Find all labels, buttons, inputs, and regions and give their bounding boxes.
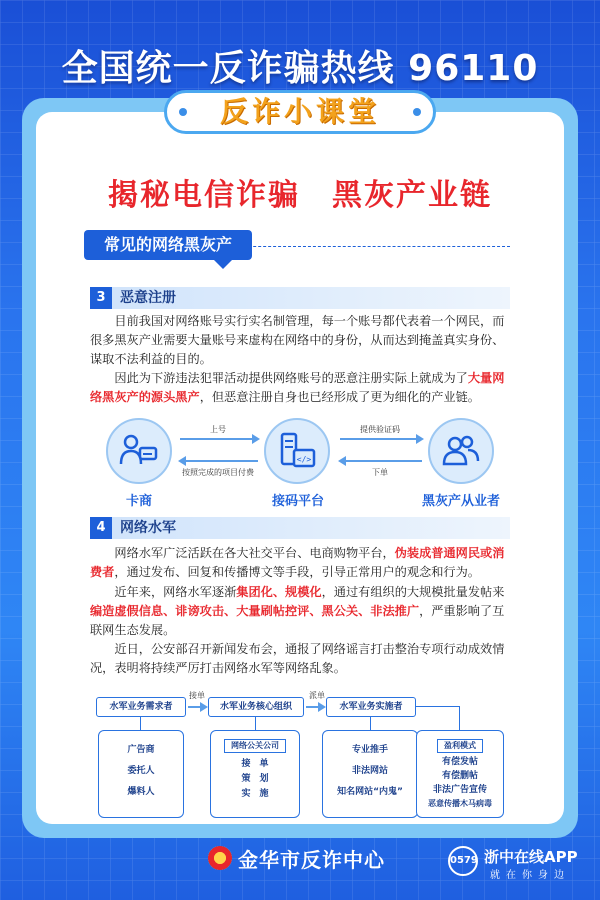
arrow-left-icon bbox=[180, 460, 258, 462]
highlight-text: 伪装成普通网民或消费者 bbox=[90, 546, 505, 579]
implementer-box: 水军业务实施者 bbox=[326, 697, 416, 717]
node-label: 接码平台 bbox=[271, 494, 324, 509]
section-tag: 常见的网络黑灰产 bbox=[84, 230, 252, 260]
list-item: 委托人 bbox=[127, 766, 155, 776]
person-card-icon bbox=[118, 430, 160, 472]
arrow-right-icon bbox=[340, 438, 422, 440]
text-run: ，通过发布、回复和传播博文等手段，引导正常用户的观念和行为。 bbox=[114, 565, 480, 579]
arrow-label: 提供验证码 bbox=[360, 425, 400, 434]
badge-label: 反诈小课堂 bbox=[219, 95, 380, 128]
subsection-title: 恶意注册 bbox=[120, 290, 176, 306]
list-header: 盈利模式 bbox=[437, 739, 483, 753]
list-item: 广告商 bbox=[127, 745, 155, 755]
core-org-list bbox=[210, 730, 300, 818]
paragraph: 近日，公安部召开新闻发布会，通报了网络谣言打击整治专项行动成效情况，表明将持续严厉打击网络水军等网络乱象。 bbox=[90, 642, 505, 675]
server-code-icon bbox=[276, 430, 318, 472]
card-dealer-node bbox=[106, 418, 172, 484]
connector-line bbox=[140, 717, 141, 730]
arrow-label: 上号 bbox=[210, 425, 226, 434]
arrow-label: 下单 bbox=[372, 468, 388, 477]
hotline-banner: 全国统一反诈骗热线 96110 bbox=[61, 48, 539, 89]
arrow-label: 接单 bbox=[189, 691, 205, 700]
text-run: 因此为下游违法犯罪活动提供网络账号的恶意注册实际上就成为了 bbox=[114, 371, 468, 385]
arrow-right-icon bbox=[180, 438, 258, 440]
dot-icon bbox=[179, 108, 187, 116]
list-item: 接 单 bbox=[241, 759, 269, 769]
list-item: 爆料人 bbox=[127, 787, 155, 797]
paragraph bbox=[90, 583, 514, 640]
list-item: 实 施 bbox=[241, 789, 269, 799]
list-item: 有偿删帖 bbox=[441, 771, 478, 781]
list-item: 有偿发帖 bbox=[441, 757, 478, 767]
connector-line bbox=[370, 717, 371, 730]
svg-text:</>: </> bbox=[296, 455, 312, 464]
org-name: 金华市反诈中心 bbox=[238, 848, 385, 872]
page-title: 揭秘电信诈骗 黑灰产业链 bbox=[108, 178, 492, 213]
arrow-right-icon bbox=[188, 706, 206, 708]
sms-platform-node bbox=[264, 418, 330, 484]
paragraph bbox=[90, 544, 514, 582]
app-name: 浙中在线APP bbox=[484, 848, 578, 866]
lesson-badge bbox=[164, 90, 436, 134]
highlight-text: 大量网络黑灰产的源头黑产 bbox=[90, 371, 505, 404]
connector-line bbox=[416, 706, 460, 707]
text-run: 近年来，网络水军逐渐 bbox=[114, 585, 237, 599]
connector-line bbox=[459, 706, 460, 730]
subsection-header bbox=[90, 517, 510, 539]
list-header: 网络公关公司 bbox=[224, 739, 286, 753]
list-item: 非法广告宣传 bbox=[432, 785, 487, 795]
subsection-title: 网络水军 bbox=[120, 520, 176, 536]
text-run: ，通过有组织的大规模批量发帖来 bbox=[321, 585, 505, 599]
highlight-text: 集团化、规模化 bbox=[236, 585, 322, 599]
arrow-label: 派单 bbox=[309, 691, 325, 700]
implementer-list bbox=[322, 730, 418, 818]
core-org-box: 水军业务核心组织 bbox=[208, 697, 304, 717]
profit-list bbox=[416, 730, 504, 818]
app-logo-icon: 0579 bbox=[448, 846, 478, 876]
node-label: 卡商 bbox=[125, 494, 152, 509]
arrow-right-icon bbox=[306, 706, 324, 708]
dot-icon bbox=[413, 108, 421, 116]
list-item: 策 划 bbox=[241, 774, 269, 784]
subsection-number: 3 bbox=[90, 287, 112, 309]
arrow-left-icon bbox=[340, 460, 422, 462]
text-run: ，但恶意注册自身也已经形成了更为细化的产业链。 bbox=[199, 390, 480, 404]
paragraph bbox=[90, 369, 514, 407]
paragraph: 目前我国对网络账号实行实名制管理，每一个账号都代表着一个网民，而很多黑灰产业需要大量账号来虚构在网络中的身份，从而达到掩盖真实身份、谋取不法利益的目的。 bbox=[90, 314, 505, 366]
police-emblem-icon bbox=[208, 846, 232, 870]
subsection-header bbox=[90, 287, 510, 309]
subsection-number: 4 bbox=[90, 517, 112, 539]
app-slogan: 就在你身边 bbox=[490, 870, 570, 881]
demand-list bbox=[98, 730, 184, 818]
list-item: 专业推手 bbox=[351, 745, 388, 755]
arrow-label: 按照完成的项目付费 bbox=[182, 468, 254, 477]
users-icon bbox=[440, 430, 482, 472]
list-item: 非法网站 bbox=[351, 766, 388, 776]
list-item: 知名网站“内鬼” bbox=[337, 787, 403, 797]
practitioner-node bbox=[428, 418, 494, 484]
demand-box: 水军业务需求者 bbox=[96, 697, 186, 717]
list-item: 恶意传播木马病毒 bbox=[428, 799, 492, 808]
connector-line bbox=[255, 717, 256, 730]
text-run: 网络水军广泛活跃在各大社交平台、电商购物平台， bbox=[114, 546, 395, 560]
node-label: 黑灰产从业者 bbox=[421, 494, 500, 509]
text-run: ，严重影响了互联网生态发展。 bbox=[90, 604, 505, 637]
highlight-text: 编造虚假信息、诽谤攻击、大量刷帖控评、黑公关、非法推广 bbox=[90, 604, 420, 618]
